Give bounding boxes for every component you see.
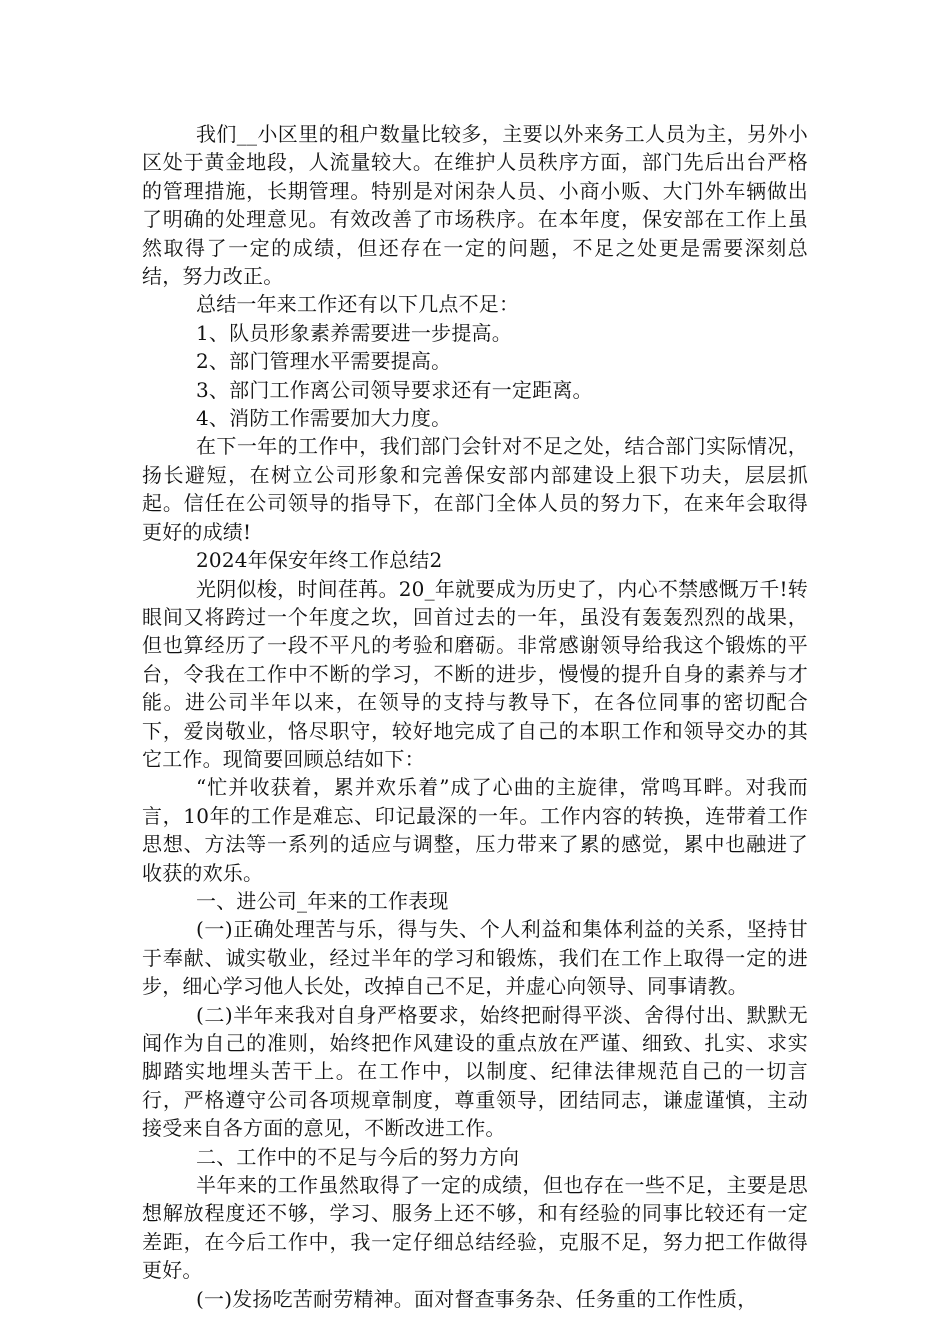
- section-title: 2024年保安年终工作总结2: [196, 548, 443, 573]
- list-item-4: 4、消防工作需要加大力度。: [196, 406, 452, 431]
- heading-work-performance: 一、进公司_年来的工作表现: [196, 888, 449, 913]
- paragraph-time-flies: 光阴似梭，时间荏苒。20_年就要成为历史了，内心不禁感慨万千!转眼间又将跨过一个年度之坎，回首过去的一年，虽没有轰轰烈烈的战果，但也算经历了一段不平凡的考验和磨砺。非常感谢领导给我这个锻炼的平台，令我在工作中不断的学习，不断的进步，慢慢的提升自身的素养与才能。进公司半年以来，在领导的支持与教导下，在各位同事的密切配合下，爱岗敬业，恪尽职守，较好地完成了自己的本职工作和领导交办的其它工作。现简要回顾总结如下：: [142, 576, 808, 771]
- paragraph-point-2: (二)半年来我对自身严格要求，始终把耐得平淡、舍得付出、默默无闻作为自己的准则，始终把作风建设的重点放在严谨、细致、扎实、求实脚踏实地埋头苦干上。在工作中，以制度、纪律法律规范自己的一切言行，严格遵守公司各项规章制度，尊重领导，团结同志，谦虚谨慎，主动接受来自各方面的意见，不断改进工作。: [142, 1002, 808, 1141]
- paragraph-half-year: 半年来的工作虽然取得了一定的成绩，但也存在一些不足，主要是思想解放程度还不够，学习、服务上还不够，和有经验的同事比较还有一定差距，在今后工作中，我一定仔细总结经验，克服不足，努力把工作做得更好。: [142, 1173, 808, 1283]
- paragraph-intro: 我们__小区里的租户数量比较多，主要以外来务工人员为主，另外小区处于黄金地段，人流量较大。在维护人员秩序方面，部门先后出台严格的管理措施，长期管理。特别是对闲杂人员、小商小贩、大门外车辆做出了明确的处理意见。有效改善了市场秩序。在本年度，保安部在工作上虽然取得了一定的成绩，但还存在一定的问题，不足之处更是需要深刻总结，努力改正。: [142, 122, 808, 289]
- paragraph-next-year: 在下一年的工作中，我们部门会针对不足之处，结合部门实际情况，扬长避短，在树立公司形象和完善保安部内部建设上狠下功夫，层层抓起。信任在公司领导的指导下，在部门全体人员的努力下，在来年会取得更好的成绩!: [142, 434, 808, 544]
- document-body: [142, 120, 808, 1313]
- paragraph-busy-harvest: “忙并收获着，累并欢乐着”成了心曲的主旋律，常鸣耳畔。对我而言，10年的工作是难忘、印记最深的一年。工作内容的转换，连带着工作思想、方法等一系列的适应与调整，压力带来了累的感觉，累中也融进了收获的欢乐。: [142, 775, 808, 885]
- list-item-3: 3、部门工作离公司领导要求还有一定距离。: [196, 377, 593, 402]
- list-item-2: 2、部门管理水平需要提高。: [196, 349, 452, 374]
- paragraph-point-1: (一)正确处理苦与乐，得与失、个人利益和集体利益的关系，坚持甘于奉献、诚实敬业，经过半年的学习和锻炼，我们在工作上取得一定的进步，细心学习他人长处，改掉自己不足，并虚心向领导、同事请教。: [142, 917, 808, 999]
- heading-shortcomings-direction: 二、工作中的不足与今后的努力方向: [196, 1144, 520, 1169]
- list-item-1: 1、队员形象素养需要进一步提高。: [196, 320, 512, 345]
- paragraph-shortcomings-heading: 总结一年来工作还有以下几点不足：: [196, 292, 520, 317]
- paragraph-hardworking: (一)发扬吃苦耐劳精神。面对督查事务杂、任务重的工作性质，: [196, 1286, 758, 1311]
